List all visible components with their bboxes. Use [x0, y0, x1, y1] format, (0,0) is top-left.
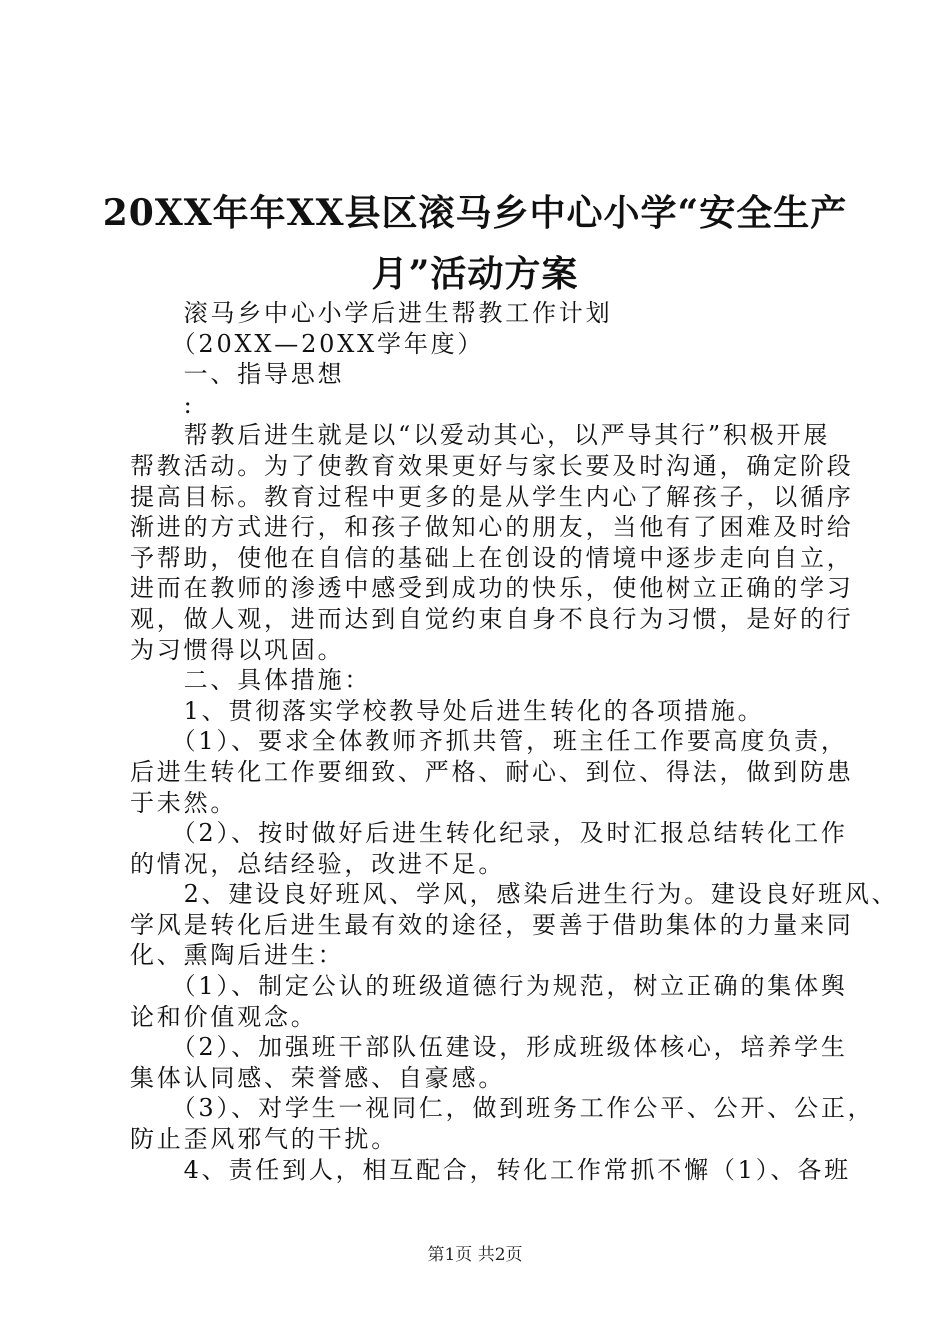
body-line: （20XX—20XX学年度）: [130, 329, 485, 358]
body-line: （1）、制定公认的班级道德行为规范，树立正确的集体舆: [130, 972, 848, 1001]
body-line: 的情况，总结经验，改进不足。: [130, 849, 506, 878]
body-line: （1）、要求全体教师齐抓共管，班主任工作要高度负责，: [130, 727, 848, 756]
body-line: 学风是转化后进生最有效的途径，要善于借助集体的力量来同: [130, 910, 854, 939]
body-line: 滚马乡中心小学后进生帮教工作计划: [130, 299, 613, 327]
body-line: 1、贯彻落实学校教导处后进生转化的各项措施。: [130, 696, 765, 725]
document-body: [130, 298, 899, 1185]
body-line: 予帮助，使他在自信的基础上在创设的情境中逐步走向自立，: [130, 543, 854, 572]
page-footer: 第1页 共2页: [427, 1245, 523, 1265]
document-title-line-1: 20XX年年XX县区滚马乡中心小学“安全生产: [102, 192, 848, 234]
body-line: 帮教后进生就是以“以爱动其心，以严导其行”积极开展: [130, 421, 831, 450]
body-line: 集体认同感、荣誉感、自豪感。: [130, 1063, 506, 1092]
body-line: 提高目标。教育过程中更多的是从学生内心了解孩子，以循序: [130, 482, 854, 511]
body-line: 于未然。: [130, 788, 238, 817]
body-line: 论和价值观念。: [130, 1002, 318, 1031]
body-line: 一、指导思想: [130, 360, 345, 389]
body-line: （3）、对学生一视同仁，做到班务工作公平、公开、公正，: [130, 1094, 875, 1123]
body-line: 二、具体措施：: [130, 666, 372, 695]
body-line: 帮教活动。为了使教育效果更好与家长要及时沟通，确定阶段: [130, 451, 854, 480]
body-line: 渐进的方式进行，和孩子做知心的朋友，当他有了困难及时给: [130, 513, 854, 542]
body-line: 防止歪风邪气的干扰。: [130, 1125, 398, 1154]
body-line: 化、熏陶后进生：: [130, 941, 345, 970]
body-line: （2）、加强班干部队伍建设，形成班级体核心，培养学生: [130, 1033, 848, 1062]
body-line: 为习惯得以巩固。: [130, 635, 345, 664]
body-line: 后进生转化工作要细致、严格、耐心、到位、得法，做到防患: [130, 757, 854, 786]
document-title-line-2: 月”活动方案: [371, 253, 579, 295]
body-line: :: [130, 390, 195, 419]
body-line: 2、建设良好班风、学风，感染后进生行为。建设良好班风、: [130, 880, 899, 909]
body-line: 进而在教师的渗透中感受到成功的快乐，使他树立正确的学习: [130, 574, 854, 603]
body-line: 观，做人观，进而达到自觉约束自身不良行为习惯，是好的行: [130, 604, 854, 633]
body-line: （2）、按时做好后进生转化纪录，及时汇报总结转化工作: [130, 819, 848, 848]
body-line: 4、责任到人，相互配合，转化工作常抓不懈（1）、各班: [130, 1155, 851, 1184]
